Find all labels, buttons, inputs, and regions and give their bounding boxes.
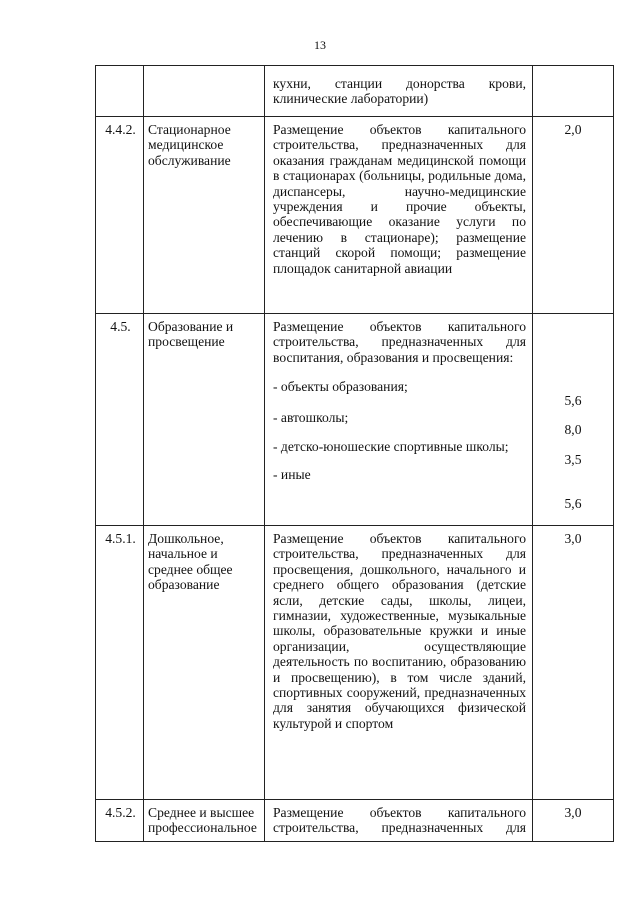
- item-value: 8,0: [564, 422, 582, 438]
- row-name: Дошкольное, начальное и среднее общее образование: [144, 526, 265, 800]
- row-code: 4.4.2.: [96, 117, 144, 314]
- item-value: 3,5: [564, 451, 582, 467]
- table-row: [96, 800, 614, 842]
- list-item: - автошколы;: [273, 409, 349, 425]
- row-code: [96, 66, 144, 117]
- row-name: Образование и просвещение: [144, 314, 265, 526]
- row-description: Размещение объектов капитального строительства, предназначенных для: [265, 800, 533, 842]
- row-name: Среднее и высшее профессиональное: [144, 800, 265, 842]
- item-value: 5,6: [564, 393, 582, 408]
- row-description: Размещение объектов капитального строительства, предназначенных для воспитания, образования и просвещения: - объекты образования; - автошколы; - детско-юношеские спортивные школы; - иные: [265, 314, 533, 526]
- page-number: 13: [314, 38, 326, 52]
- row-code: 4.5.1.: [96, 526, 144, 800]
- row-description: Размещение объектов капитального строительства, предназначенных для просвещения, дошкольного, начального и среднего общего образования (детские ясли, детские сады, школы, лицеи, гимназии, художественные, музыкальные школы, образовательные кружки и иные организации, осуществляющие деятельность по воспитанию, образованию и просвещению), в том числе зданий, спортивных сооружений, предназначенных для занятия обучающихся физической культурой и спортом: [265, 526, 533, 800]
- list-item: - детско-юношеские спортивные школы;: [273, 439, 509, 455]
- land-use-table: [95, 65, 614, 842]
- table-row: [96, 526, 614, 800]
- row-description: Размещение объектов капитального строительства, предназначенных для оказания гражданам медицинской помощи в стационарах (больницы, родильные дома, диспансеры, научно-медицинские учреждения и прочие объекты, обеспечивающие оказание услуги по лечению в стационаре); размещение станций скорой помощи; размещение площадок санитарной авиации: [265, 117, 533, 314]
- table-row: [96, 66, 614, 117]
- list-item: - иные: [273, 467, 311, 483]
- row-value: 3,0: [533, 526, 614, 800]
- row-code: 4.5.: [96, 314, 144, 526]
- row-description: кухни, станции донорства крови, клинические лаборатории): [265, 66, 533, 117]
- list-item: - объекты образования;: [273, 379, 408, 395]
- row-value: [533, 66, 614, 117]
- table-row: [96, 117, 614, 314]
- row-name: [144, 66, 265, 117]
- row-value: 2,0: [533, 117, 614, 314]
- row-value: 3,0: [533, 800, 614, 842]
- table-row: [96, 314, 614, 526]
- row-value: [533, 314, 614, 526]
- item-value: 5,6: [564, 496, 582, 512]
- row-code: 4.5.2.: [96, 800, 144, 842]
- row-name: Стационарное медицинское обслуживание: [144, 117, 265, 314]
